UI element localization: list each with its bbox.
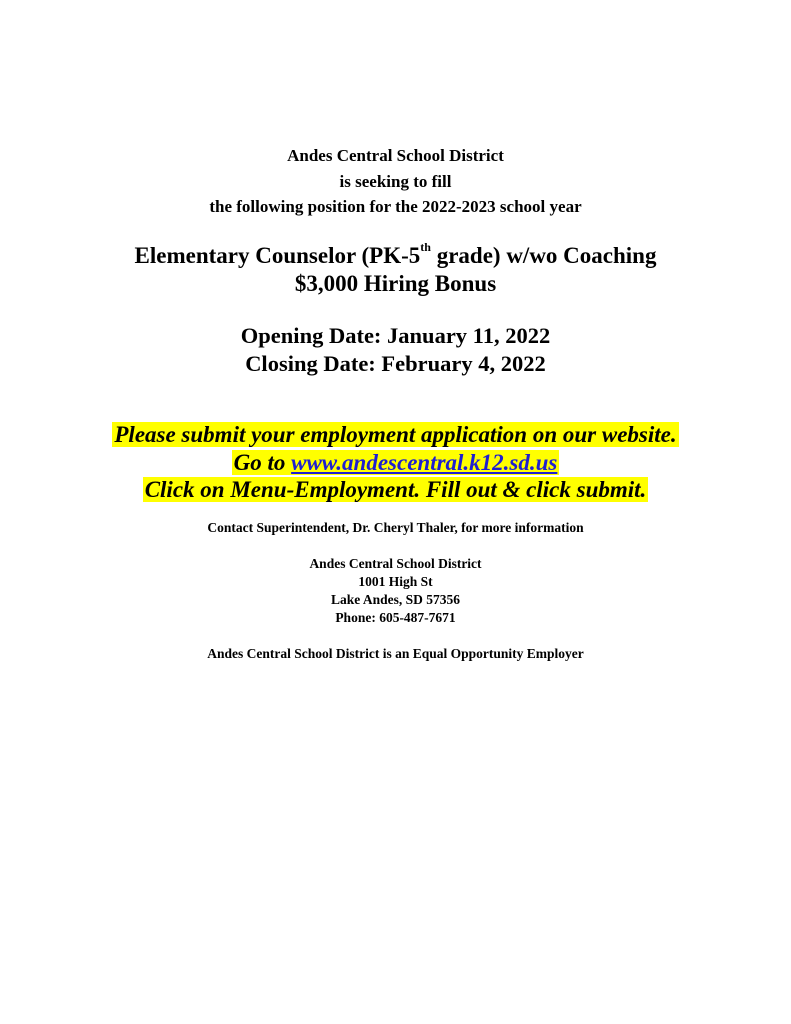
instruction-line-3	[0, 477, 791, 503]
opening-date: Opening Date: January 11, 2022	[240, 323, 551, 348]
instruction-line-1-text: Please submit your employment application on our website.	[114, 422, 677, 447]
closing-date: Closing Date: February 4, 2022	[245, 351, 546, 376]
position-title	[0, 240, 791, 269]
instruction-line-2-prefix: Go to	[233, 450, 292, 475]
address-phone: Phone: 605-487-7671	[335, 610, 456, 625]
position-title-sup: th	[420, 240, 431, 255]
website-link[interactable]: www.andescentral.k12.sd.us	[291, 450, 558, 475]
position-title-suffix: grade) w/wo Coaching	[430, 243, 657, 268]
equal-opportunity-statement: Andes Central School District is an Equal Opportunity Employer	[207, 646, 584, 661]
address-name: Andes Central School District	[309, 556, 482, 571]
address-street: 1001 High St	[358, 574, 433, 589]
position-title-prefix: Elementary Counselor (PK-5	[134, 243, 421, 268]
instruction-line-2-highlight	[232, 450, 560, 475]
instruction-line-1	[0, 422, 791, 448]
instruction-line-2	[0, 450, 791, 476]
address-city: Lake Andes, SD 57356	[330, 592, 461, 607]
district-name: Andes Central School District	[287, 146, 504, 165]
seeking-line: is seeking to fill	[339, 172, 452, 191]
instruction-line-3-text: Click on Menu-Employment. Fill out & click submit.	[144, 477, 647, 502]
contact-info: Contact Superintendent, Dr. Cheryl Thaler, for more information	[207, 520, 584, 535]
position-intro: the following position for the 2022-2023 school year	[209, 197, 582, 216]
hiring-bonus: $3,000 Hiring Bonus	[294, 271, 497, 296]
